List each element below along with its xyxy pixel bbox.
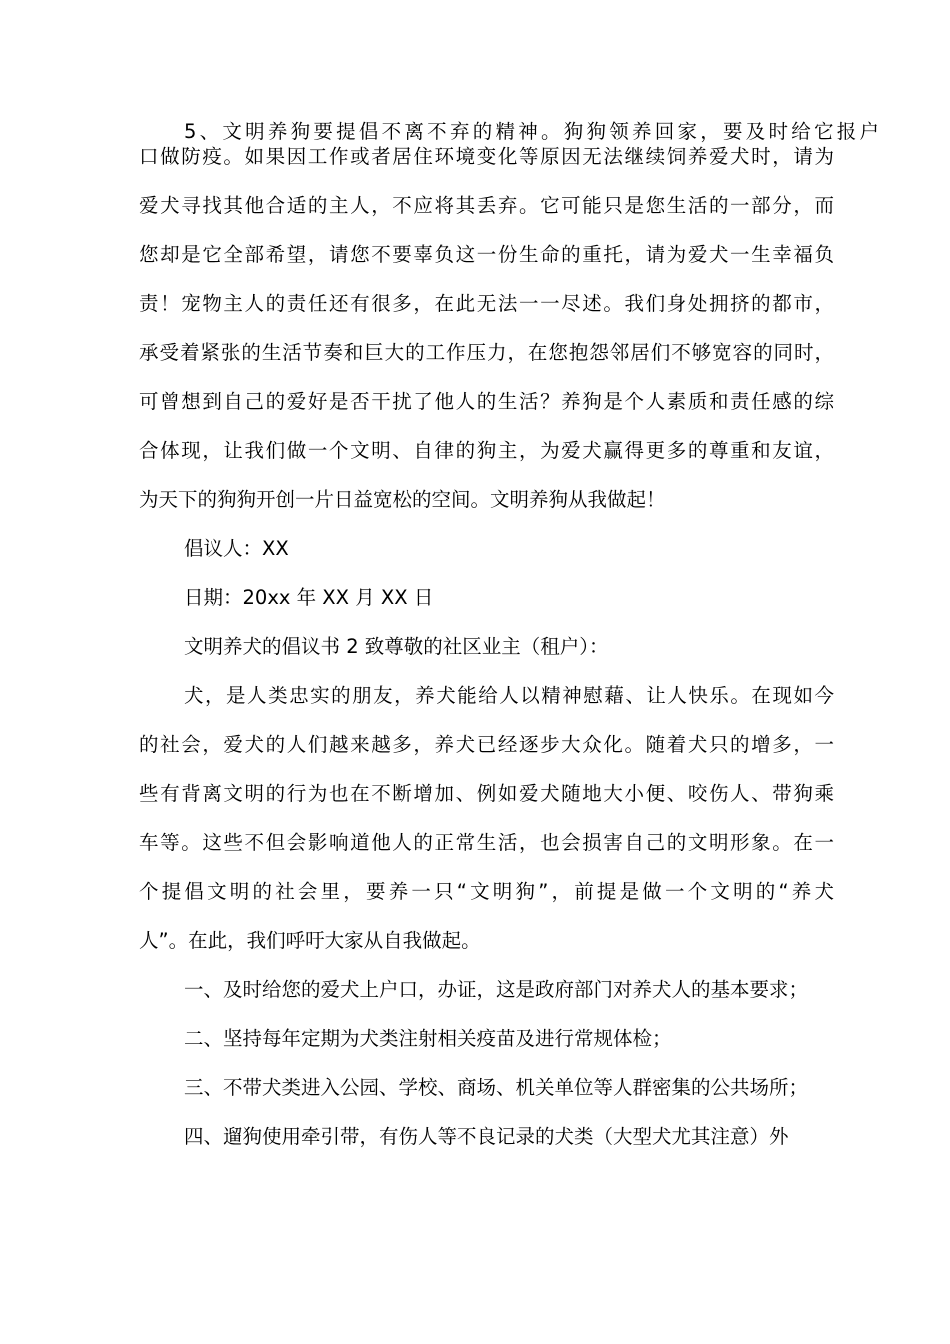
list-item: 一、及时给您的爱犬上户口，办证，这是政府部门对养犬人的基本要求； — [184, 978, 809, 1001]
list-item: 四、遛狗使用牵引带，有伤人等不良记录的犬类（大型犬尤其注意）外 — [184, 1125, 789, 1148]
paragraph-line: 您却是它全部希望，请您不要辜负这一份生命的重托，请为爱犬一生幸福负 — [139, 243, 834, 266]
paragraph-line: 5、文明养狗要提倡不离不弃的精神。狗狗领养回家，要及时给它报户 — [184, 120, 879, 143]
paragraph-line: 些有背离文明的行为也在不断增加、例如爱犬随地大小便、咬伤人、带狗乘 — [139, 782, 834, 805]
paragraph-line: 犬，是人类忠实的朋友，养犬能给人以精神慰藉、让人快乐。在现如今 — [184, 684, 834, 707]
paragraph-line: 可曾想到自己的爱好是否干扰了他人的生活？养狗是个人素质和责任感的综 — [139, 390, 834, 413]
section-heading: 文明养犬的倡议书 2 致尊敬的社区业主（租户）： — [184, 635, 609, 658]
paragraph-line: 个提倡文明的社会里，要养一只“文明狗”，前提是做一个文明的“养犬 — [139, 880, 834, 903]
paragraph-line: 人”。在此，我们呼吁大家从自我做起。 — [139, 929, 481, 952]
paragraph-line: 口做防疫。如果因工作或者居住环境变化等原因无法继续饲养爱犬时，请为 — [139, 145, 834, 168]
list-item: 三、不带犬类进入公园、学校、商场、机关单位等人群密集的公共场所； — [184, 1076, 809, 1099]
paragraph-line: 责！宠物主人的责任还有很多，在此无法一一尽述。我们身处拥挤的都市， — [139, 292, 834, 315]
paragraph-line: 的社会，爱犬的人们越来越多，养犬已经逐步大众化。随着犬只的增多，一 — [139, 733, 834, 756]
paragraph-line: 车等。这些不但会影响道他人的正常生活，也会损害自己的文明形象。在一 — [139, 831, 834, 854]
paragraph-line: 为天下的狗狗开创一片日益宽松的空间。文明养狗从我做起！ — [139, 488, 666, 511]
paragraph-line: 合体现，让我们做一个文明、自律的狗主，为爱犬赢得更多的尊重和友谊， — [139, 439, 834, 462]
list-item: 二、坚持每年定期为犬类注射相关疫苗及进行常规体检； — [184, 1027, 672, 1050]
date-line: 日期：20xx 年 XX 月 XX 日 — [184, 586, 434, 609]
paragraph-line: 承受着紧张的生活节奏和巨大的工作压力，在您抱怨邻居们不够宽容的同时， — [139, 341, 834, 364]
paragraph-line: 爱犬寻找其他合适的主人，不应将其丢弃。它可能只是您生活的一部分，而 — [139, 194, 834, 217]
proposer-line: 倡议人：XX — [184, 537, 289, 560]
